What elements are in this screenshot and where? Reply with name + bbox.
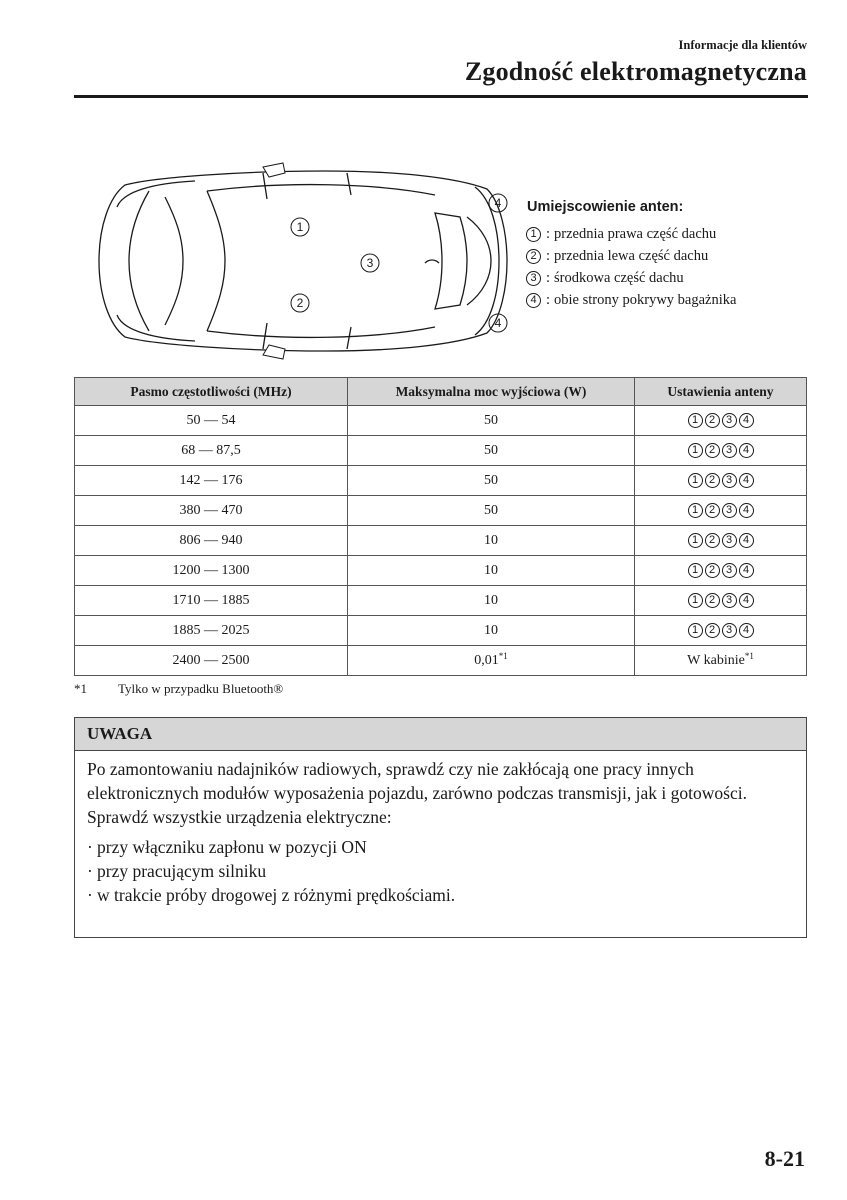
antenna-number-group [688, 593, 754, 608]
antenna-number-2-icon: 2 [526, 249, 541, 264]
antenna-marker-3: 3 [366, 256, 374, 270]
antenna-number-3-icon: 3 [722, 443, 737, 458]
legend-item-label: obie strony pokrywy bagażnika [554, 291, 737, 308]
column-header-antenna-settings: Ustawienia anteny [635, 378, 807, 406]
antenna-number-1-icon: 1 [688, 503, 703, 518]
antenna-number-2-icon: 2 [705, 473, 720, 488]
antenna-number-3-icon: 3 [722, 593, 737, 608]
band-cell: 1885 — 2025 [75, 616, 348, 646]
antenna-marker-4-upper: 4 [494, 196, 502, 210]
list-item-text: w trakcie próby drogowej z różnymi prędkościami. [97, 885, 456, 905]
antenna-number-4-icon: 4 [739, 473, 754, 488]
band-cell: 142 — 176 [75, 466, 348, 496]
antenna-number-4-icon: 4 [739, 503, 754, 518]
legend-item-label: środkowa część dachu [554, 269, 684, 286]
antenna-settings-cell [635, 616, 807, 646]
power-cell: 50 [348, 496, 635, 526]
table-header-row [75, 378, 807, 406]
antenna-number-4-icon: 4 [739, 413, 754, 428]
legend-item [526, 223, 736, 245]
table-row [75, 616, 807, 646]
band-cell: 1710 — 1885 [75, 586, 348, 616]
column-header-band: Pasmo częstotliwości (MHz) [75, 378, 348, 406]
header-rule [74, 95, 808, 98]
column-header-power: Maksymalna moc wyjściowa (W) [348, 378, 635, 406]
antenna-legend [526, 199, 736, 311]
antenna-number-3-icon: 3 [526, 271, 541, 286]
bullet: · [87, 837, 93, 857]
table-row [75, 526, 807, 556]
band-cell: 2400 — 2500 [75, 646, 348, 676]
antenna-number-2-icon: 2 [705, 413, 720, 428]
list-item-text: przy włączniku zapłonu w pozycji ON [97, 837, 367, 857]
list-item [87, 835, 794, 859]
antenna-number-3-icon: 3 [722, 473, 737, 488]
notice-paragraph: Po zamontowaniu nadajników radiowych, sprawdź czy nie zakłócają one pracy innych elektronicznych modułów wyposażenia pojazdu, zarówno podczas transmisji, jak i gotowości. [87, 759, 747, 803]
band-cell: 806 — 940 [75, 526, 348, 556]
antenna-number-3-icon: 3 [722, 623, 737, 638]
antenna-marker-4-lower: 4 [494, 316, 502, 330]
antenna-number-4-icon: 4 [739, 443, 754, 458]
page-title: Zgodność elektromagnetyczna [464, 57, 807, 86]
legend-separator: : [546, 269, 551, 286]
legend-item [526, 267, 736, 289]
antenna-number-2-icon: 2 [705, 623, 720, 638]
power-cell: 10 [348, 556, 635, 586]
power-cell: 50 [348, 466, 635, 496]
antenna-number-4-icon: 4 [526, 293, 541, 308]
table-row [75, 586, 807, 616]
table-row [75, 496, 807, 526]
antenna-settings-cell [635, 496, 807, 526]
setting-value: W kabinie [687, 652, 745, 668]
table-body [75, 406, 807, 676]
bullet: · [87, 885, 93, 905]
antenna-marker-1: 1 [296, 220, 304, 234]
legend-separator: : [546, 247, 551, 264]
antenna-number-group [688, 503, 754, 518]
antenna-number-group [688, 443, 754, 458]
antenna-settings-cell [635, 646, 807, 676]
antenna-settings-cell [635, 586, 807, 616]
band-cell: 50 — 54 [75, 406, 348, 436]
antenna-number-group [688, 473, 754, 488]
antenna-number-group [688, 533, 754, 548]
power-cell: 10 [348, 526, 635, 556]
power-cell [348, 646, 635, 676]
band-cell: 68 — 87,5 [75, 436, 348, 466]
antenna-number-1-icon: 1 [688, 593, 703, 608]
antenna-number-3-icon: 3 [722, 533, 737, 548]
band-cell: 380 — 470 [75, 496, 348, 526]
legend-item [526, 245, 736, 267]
antenna-number-1-icon: 1 [688, 413, 703, 428]
antenna-number-1-icon: 1 [526, 227, 541, 242]
power-cell: 50 [348, 436, 635, 466]
antenna-number-4-icon: 4 [739, 593, 754, 608]
antenna-number-1-icon: 1 [688, 533, 703, 548]
antenna-number-group [688, 623, 754, 638]
antenna-number-3-icon: 3 [722, 563, 737, 578]
antenna-number-4-icon: 4 [739, 563, 754, 578]
antenna-number-group [688, 563, 754, 578]
power-cell: 50 [348, 406, 635, 436]
power-cell: 10 [348, 616, 635, 646]
antenna-number-1-icon: 1 [688, 443, 703, 458]
antenna-number-2-icon: 2 [705, 443, 720, 458]
table-row [75, 466, 807, 496]
antenna-settings-cell [635, 466, 807, 496]
band-cell: 1200 — 1300 [75, 556, 348, 586]
footnote [74, 681, 283, 697]
notice-body [75, 751, 806, 907]
legend-item-label: przednia prawa część dachu [554, 225, 717, 242]
list-item [87, 859, 794, 883]
footnote-text: Tylko w przypadku Bluetooth® [118, 681, 284, 696]
car-top-view-diagram [95, 155, 515, 367]
notice-box [74, 717, 807, 938]
bullet: · [87, 861, 93, 881]
antenna-number-1-icon: 1 [688, 563, 703, 578]
antenna-number-2-icon: 2 [705, 593, 720, 608]
table-row [75, 556, 807, 586]
antenna-number-2-icon: 2 [705, 503, 720, 518]
antenna-settings-cell [635, 556, 807, 586]
antenna-number-2-icon: 2 [705, 563, 720, 578]
legend-separator: : [546, 291, 551, 308]
footnote-mark: *1 [74, 681, 87, 696]
list-item [87, 883, 794, 907]
antenna-settings-cell [635, 526, 807, 556]
antenna-settings-cell [635, 406, 807, 436]
notice-paragraph: Sprawdź wszystkie urządzenia elektryczne: [87, 807, 392, 827]
legend-item [526, 289, 736, 311]
legend-item-label: przednia lewa część dachu [554, 247, 709, 264]
notice-heading: UWAGA [75, 718, 806, 751]
antenna-number-4-icon: 4 [739, 623, 754, 638]
page-number: 8-21 [764, 1146, 805, 1171]
footnote-ref: *1 [744, 650, 754, 661]
section-label: Informacje dla klientów [678, 38, 807, 52]
table-row-last [75, 646, 807, 676]
notice-list [87, 835, 794, 907]
antenna-number-1-icon: 1 [688, 473, 703, 488]
antenna-marker-2: 2 [296, 296, 304, 310]
antenna-number-group [688, 413, 754, 428]
antenna-number-3-icon: 3 [722, 413, 737, 428]
list-item-text: przy pracującym silniku [97, 861, 267, 881]
antenna-number-3-icon: 3 [722, 503, 737, 518]
antenna-number-4-icon: 4 [739, 533, 754, 548]
legend-separator: : [546, 225, 551, 242]
table-row [75, 436, 807, 466]
frequency-table [74, 377, 807, 676]
power-cell: 10 [348, 586, 635, 616]
table-row [75, 406, 807, 436]
power-value: 0,01 [474, 652, 499, 668]
legend-title: Umiejscowienie anten: [527, 199, 684, 215]
antenna-settings-cell [635, 436, 807, 466]
antenna-number-1-icon: 1 [688, 623, 703, 638]
antenna-number-2-icon: 2 [705, 533, 720, 548]
footnote-ref: *1 [498, 650, 508, 661]
